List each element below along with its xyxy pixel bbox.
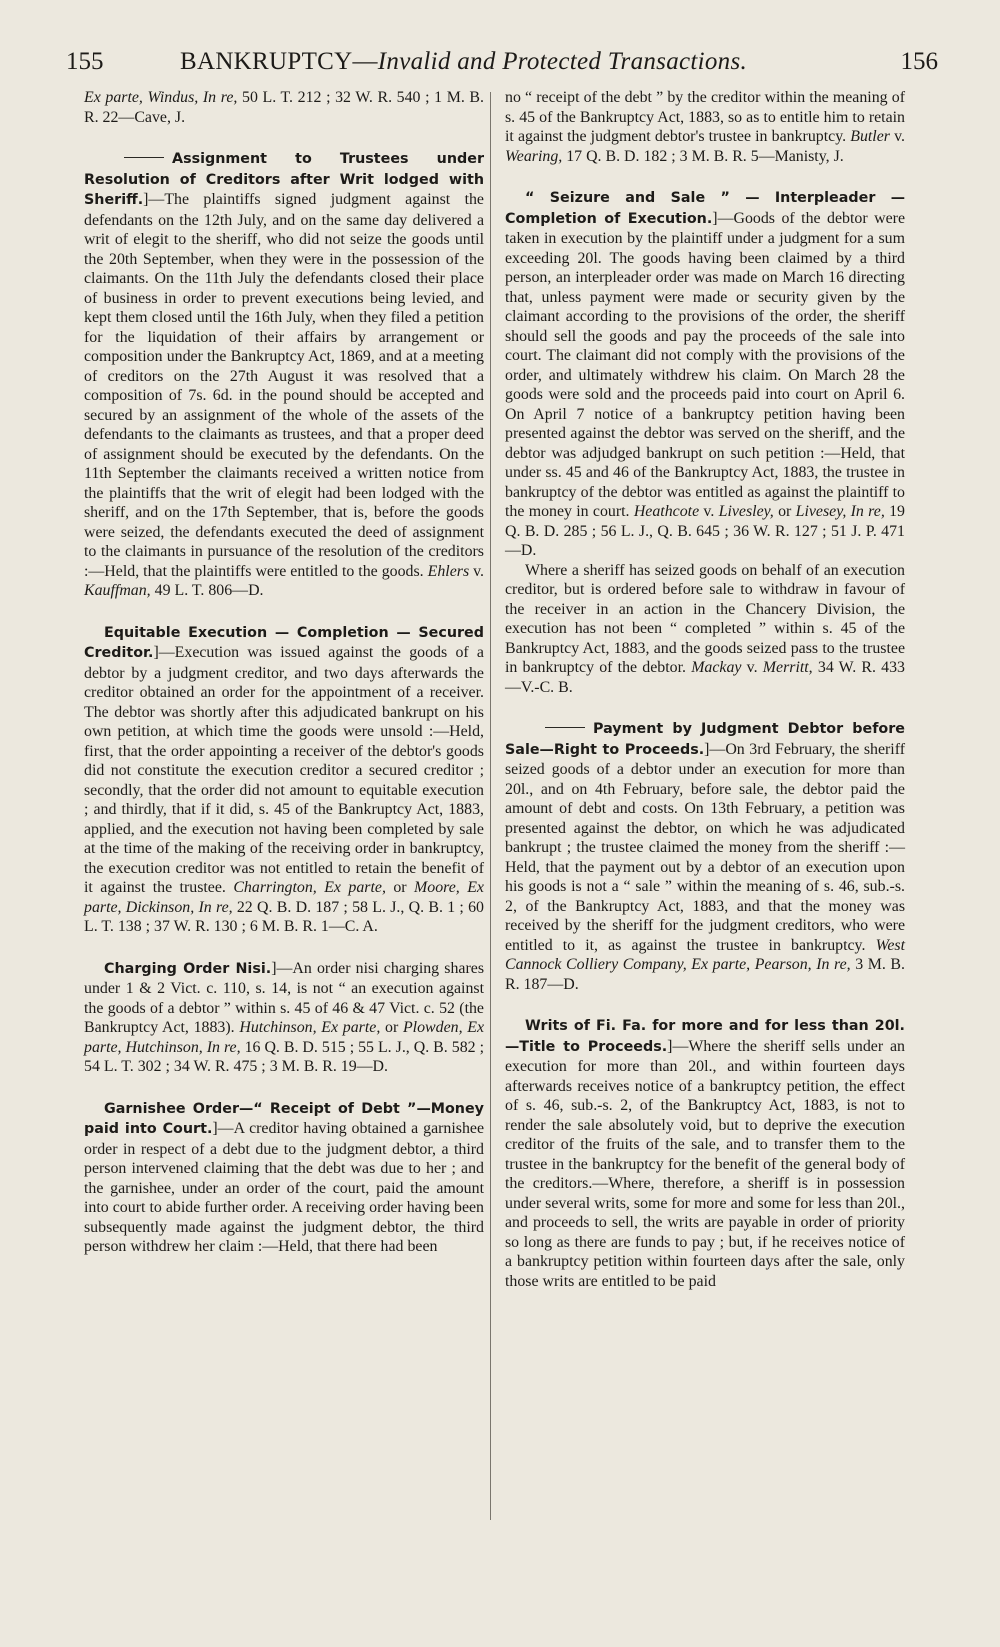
entry-body: ]—Execution was issued against the goods of a debtor by a judgment creditor, and two days afterwards the creditor obtained an order for the appointment of a receiver. The debtor was shortly after this adjudicated bankrupt on his own petition, at which time the goods were unsold :—Held, first, that the order appointing a receiver of the debtor's goods did not constitute the execution creditor a secured creditor ; secondly, that the order did not amount to equitable execution ; and thirdly, that if it did, s. 45 of the Bankruptcy Act, 1883, applied, and the execution not having been completed by sale at the time of the making of the receiving order in bankruptcy, the execution creditor was not entitled to retain the benefit of it against the trustee. [84, 644, 484, 896]
entry-heading: Charging Order Nisi. [104, 960, 272, 977]
entry-garnishee-order [84, 1099, 484, 1257]
page-number-left: 155 [66, 48, 104, 75]
case-name: Merritt, [762, 659, 813, 676]
citation-reports: 3 M. B. R. 187—D. [505, 956, 905, 993]
entry-body: ]—The plaintiffs signed judgment against the defendants on the 12th July, and on the same day delivered a writ of elegit to the sheriff, who did not seize the goods until the 20th September, when they were in the possession of the claimants. On the 11th July the defendants closed their place of business in order to prevent executions being levied, and kept them closed until the 16th July, when they filed a petition for the liquidation of their affairs by arrangement or composition under the Bankruptcy Act, 1869, and at a meeting of creditors on the 27th August it was resolved that a composition of 7s. 6d. in the pound should be accepted and secured by an assignment of the whole of the assets of the defendants to the claimants as trustees, and that a proper deed of assignment should be executed by the defendants. On the 11th September the claimants received a written notice from the plaintiffs that the writ of elegit had been lodged with the sheriff, and on the 17th September, that is, before the goods were seized, the defendants executed the deed of assignment to the claimants in pursuance of the resolution of the creditors :—Held, that the plaintiffs were entitled to the goods. [84, 191, 484, 580]
entry-body: ]—Goods of the debtor were taken in execution by the plaintiff under a judgment for a sum exceeding 20l. The goods having been claimed by a third person, an interpleader order was made on March 16 directing that, unless payment were made or security given by the claimant according to the provisions of the order, the sheriff should sell the goods and pay the proceeds of the sale into court. The claimant did not comply with the provisions of the order, and ultimately withdrew his claim. On March 28 the goods were sold and the proceeds paid into court on April 6. On April 7 notice of a bankruptcy petition having been presented against the debtor was served on the sheriff, and the debtor was adjudged bankrupt on such petition :—Held, that under ss. 45 and 46 of the Bankruptcy Act, 1883, the trustee in bankruptcy of the debtor was entitled as against the plaintiff to the money in court. [505, 209, 905, 520]
case-name: Charrington, Ex parte, [233, 879, 386, 896]
running-title-sub: Invalid and Protected Transactions. [377, 48, 748, 75]
or-connector: or [380, 1019, 403, 1036]
right-column [505, 88, 905, 1313]
entry-heading: Assignment to Trustees under Resolution of Creditors after Writ lodged with Sheriff. [84, 151, 484, 208]
case-name: Ex parte, Windus, In re, [84, 89, 238, 106]
versus: v. [741, 659, 763, 676]
entry-heading: Payment by Judgment Debtor before Sale—Right to Proceeds. [505, 721, 905, 758]
or-connector: or [385, 879, 415, 896]
running-title-main: BANKRUPTCY [180, 48, 353, 75]
citation-reports: 17 Q. B. D. 182 ; 3 M. B. R. 5—Manisty, J. [562, 147, 844, 165]
left-column [84, 88, 484, 1279]
entry-heading: Writs of Fi. Fa. for more and for less than 20l.—Title to Proceeds. [505, 1018, 905, 1055]
entry-heading: Equitable Execution — Completion — Secured Creditor. [84, 624, 484, 661]
citation-reports: 22 Q. B. D. 187 ; 58 L. J., Q. B. 1 ; 60 L. T. 138 ; 37 W. R. 130 ; 6 M. B. R. 1—C. A. [84, 898, 484, 935]
or-connector: or [773, 503, 796, 520]
page-number-right: 156 [900, 48, 938, 75]
entry-writs-of-fi-fa [505, 1016, 905, 1291]
citation-reports: 49 L. T. 806—D. [150, 582, 264, 599]
citation-reports: 50 L. T. 212 ; 32 W. R. 540 ; 1 M. B. R. 22—Cave, J. [84, 89, 484, 126]
case-name: Wearing, [505, 147, 563, 165]
case-name: Livesey, In re, [795, 503, 885, 520]
case-name: Ehlers [427, 562, 470, 580]
versus: v. [889, 128, 905, 145]
case-name: Hutchinson, Ex parte, [239, 1019, 381, 1036]
entry-body: ]—An order nisi charging shares under 1 & 2 Vict. c. 110, s. 14, is not “ an execution against the goods of a debtor ” within s. 45 of 46 & 47 Vict. c. 52 (the Bankruptcy Act, 1883). [84, 959, 485, 1036]
entry-equitable-execution [84, 623, 484, 937]
entry-assignment-to-trustees [84, 149, 484, 601]
entry-body: no “ receipt of the debt ” by the creditor within the meaning of s. 45 of the Bankruptcy Act, 1883, so as to entitle him to retain it against the judgment debtor's trustee in bankruptcy. [505, 89, 905, 145]
entry-windus-citation [84, 88, 484, 127]
case-name: Heathcote [633, 503, 700, 520]
versus: v. [469, 562, 485, 580]
entry-payment-by-judgment-debtor [505, 719, 905, 994]
case-name: Livesley, [718, 503, 774, 520]
running-title-dash: — [352, 48, 378, 75]
entry-heading: Garnishee Order—“ Receipt of Debt ”—Money paid into Court. [84, 1100, 484, 1137]
entry-garnishee-continued [505, 88, 905, 166]
case-name: Kauffman, [84, 582, 151, 599]
citation-reports: 19 Q. B. D. 285 ; 56 L. J., Q. B. 645 ; 36 W. R. 127 ; 51 J. P. 471—D. [505, 503, 905, 559]
entry-heading: “ Seizure and Sale ” — Interpleader — Completion of Execution. [505, 190, 905, 227]
citation-reports: 34 W. R. 433—V.-C. B. [505, 659, 905, 696]
entry-seizure-and-sale [505, 188, 905, 697]
case-name: Butler [850, 128, 890, 145]
column-divider [490, 92, 491, 1520]
repeat-dash [124, 157, 164, 158]
case-name: Moore, Ex parte, Dickinson, In re, [84, 879, 484, 916]
case-name: Mackay [691, 659, 742, 676]
running-header [62, 48, 938, 88]
entry-body: Where a sheriff has seized goods on behalf of an execution creditor, but is ordered before sale to withdraw in favour of the receiver in an action in the Chancery Division, the execution has not been “ completed ” within s. 45 of the Bankruptcy Act, 1883, and the goods seized pass to the trustee in bankruptcy of the debtor. [505, 561, 905, 676]
entry-body: ]—On 3rd February, the sheriff seized goods of a debtor under an execution for more than 20l., and on 4th February, before sale, the debtor paid the amount of debt and costs. On 13th February, a petition was presented against the debtor, on which he was adjudicated bankrupt ; the trustee claimed the money from the sheriff :—Held, that the payment out by a debtor of an execution upon his goods is not a “ sale ” within the meaning of s. 46, sub.-s. 2, of the Bankruptcy Act, 1883, and that the money was received by the sheriff for the judgment creditors, who were entitled to it, as against the trustee in bankruptcy. [505, 740, 905, 954]
versus: v. [699, 503, 719, 520]
citation-reports: 16 Q. B. D. 515 ; 55 L. J., Q. B. 582 ; 54 L. T. 302 ; 34 W. R. 475 ; 3 M. B. R. 19—D. [84, 1038, 484, 1075]
entry-body: ]—Where the sheriff sells under an execution for more than 20l., and within fourteen days afterwards receives notice of a bankruptcy petition, the effect of s. 46, sub.-s. 2, of the Bankruptcy Act, 1883, is not to render the sale absolutely void, but to deprive the execution creditor of the fruits of the sale, and to transfer them to the trustee in the bankruptcy for the benefit of the general body of the creditors.—Where, therefore, a sheriff is in possession under several writs, some for more and some for less than 20l., and proceeds to sell, the writs are payable in order of priority so long as there are funds to pay ; but, if he receives notice of a bankruptcy petition within fourteen days after the sale, only those writs are entitled to be paid [505, 1037, 905, 1290]
case-name: Plowden, Ex parte, Hutchinson, In re, [84, 1019, 484, 1056]
case-name: West Cannock Colliery Company, Ex parte, Pearson, In re, [505, 936, 905, 973]
entry-body: ]—A creditor having obtained a garnishee order in respect of a debt due to the judgment debtor, a third person intervened claiming that the debt was due to her ; and the garnishee, under an order of the court, paid the amount into court to abide further order. A receiving order having been subsequently made against the judgment debtor, the third person withdrew her claim :—Held, that there had been [84, 1120, 485, 1255]
entry-charging-order [84, 959, 484, 1077]
repeat-dash [545, 727, 585, 728]
running-title [180, 48, 747, 76]
